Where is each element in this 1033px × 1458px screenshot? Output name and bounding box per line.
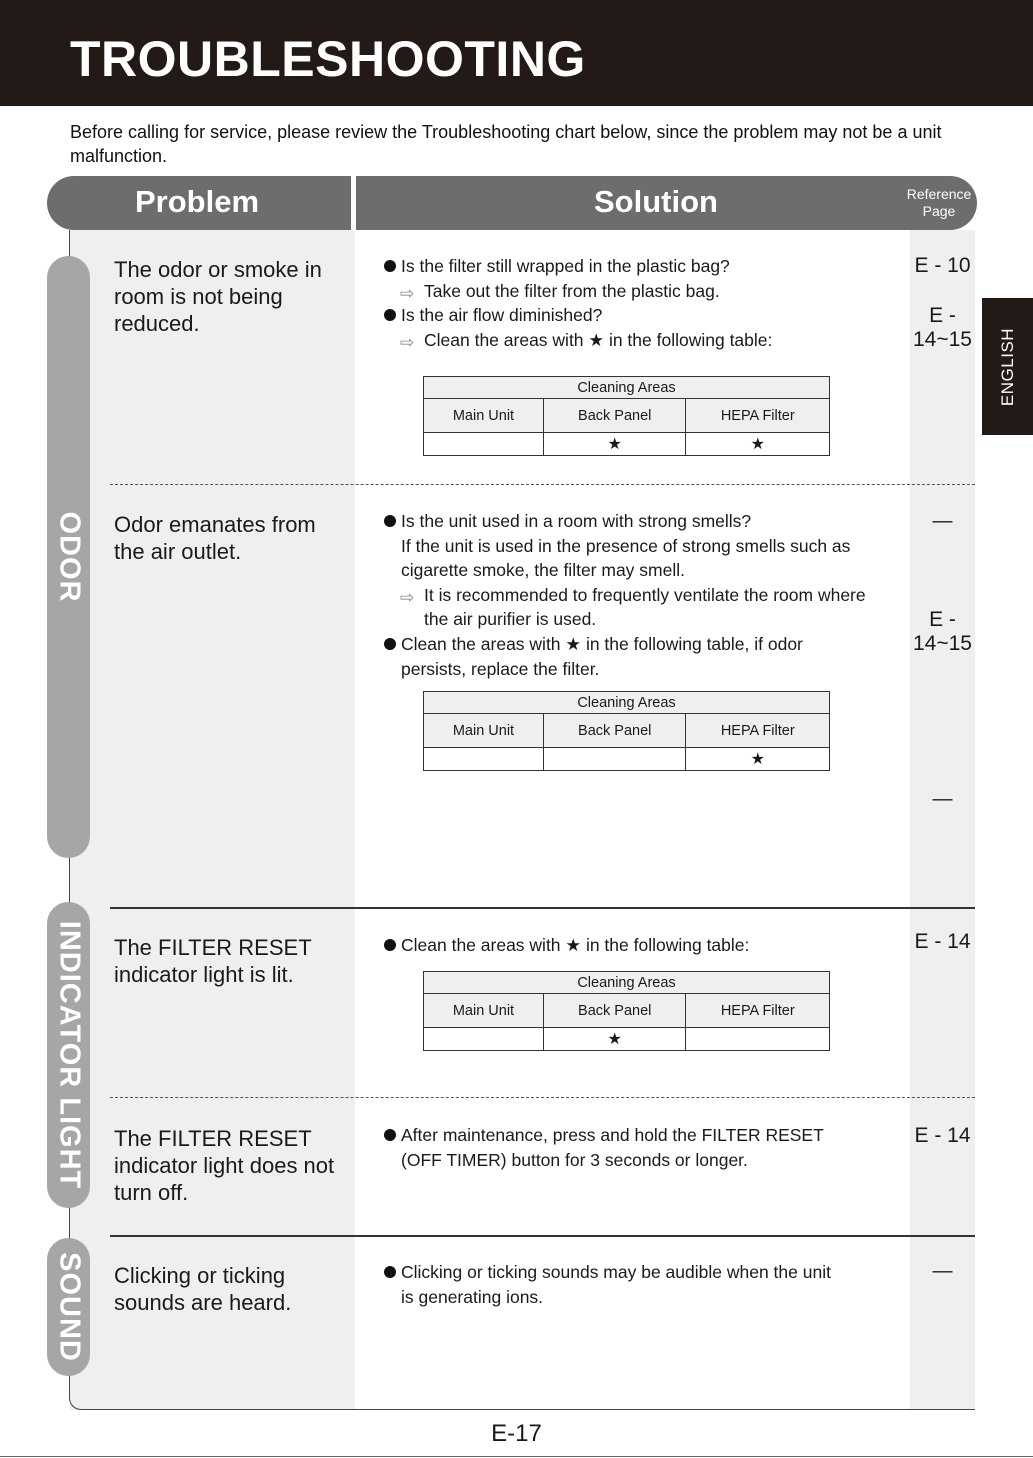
- bullet-icon: [384, 309, 396, 321]
- problem-header-label: Problem: [135, 184, 260, 219]
- problem-text: Clicking or ticking sounds are heard.: [114, 1263, 292, 1315]
- solution-line: is generating ions.: [401, 1286, 544, 1307]
- table-header: Cleaning Areas: [424, 377, 830, 399]
- reference-page: E - 14~15: [913, 608, 972, 655]
- problem-column-bg: [70, 230, 355, 1410]
- solution-line: Is the filter still wrapped in the plastic bag?: [401, 256, 730, 276]
- section-divider: [110, 907, 975, 909]
- arrow-right-icon: ⇨: [400, 283, 415, 303]
- bullet-icon: [384, 939, 396, 951]
- row-divider: [110, 1097, 975, 1098]
- solution-line: Take out the filter from the plastic bag.: [424, 280, 720, 301]
- col-main-unit: Main Unit: [424, 994, 544, 1028]
- col-back-panel: Back Panel: [543, 399, 686, 433]
- star-cell: [686, 1028, 830, 1051]
- reference-page: —: [932, 510, 953, 532]
- table-header: Cleaning Areas: [424, 692, 830, 714]
- solution-line: Clicking or ticking sounds may be audible when the unit: [401, 1262, 831, 1282]
- solution-block: [384, 1123, 894, 1172]
- solution-block: [384, 933, 894, 958]
- reference-header-label: Reference Page: [906, 186, 972, 219]
- solution-block: [384, 254, 894, 352]
- solution-line: Is the unit used in a room with strong smells?: [401, 511, 752, 531]
- star-cell: [543, 748, 686, 771]
- solution-line: Clean the areas with ★ in the following table:: [401, 935, 750, 955]
- category-sound-label: SOUND: [53, 1252, 85, 1362]
- problem-text: The FILTER RESET indicator light is lit.: [114, 935, 312, 987]
- category-odor-label: ODOR: [53, 511, 85, 603]
- language-tab-label: ENGLISH: [997, 327, 1017, 406]
- bullet-icon: [384, 260, 396, 272]
- section-divider: [110, 1235, 975, 1237]
- col-main-unit: Main Unit: [424, 399, 544, 433]
- solution-header-label: Solution: [594, 184, 718, 219]
- row-divider: [110, 484, 975, 485]
- solution-line: Clean the areas with ★ in the following table, if odor: [401, 633, 803, 654]
- reference-page: —: [932, 788, 953, 810]
- solution-line: persists, replace the filter.: [401, 658, 600, 679]
- language-tab: [982, 298, 1033, 435]
- intro-text: Before calling for service, please review the Troubleshooting chart below, since the problem may not be a unit malfunction.: [70, 122, 942, 166]
- category-sound: [47, 1238, 90, 1376]
- cleaning-areas-table: [423, 691, 830, 771]
- category-odor: [47, 256, 90, 858]
- reference-page: E - 14~15: [913, 304, 972, 351]
- problem-text: The FILTER RESET indicator light does not turn off.: [114, 1126, 335, 1205]
- star-cell: [424, 433, 544, 456]
- col-main-unit: Main Unit: [424, 714, 544, 748]
- problem-text: Odor emanates from the air outlet.: [114, 512, 316, 564]
- solution-line: Clean the areas with ★ in the following table:: [424, 329, 773, 350]
- arrow-right-icon: ⇨: [400, 587, 415, 607]
- cleaning-areas-table: [423, 376, 830, 456]
- page-title: TROUBLESHOOTING: [70, 31, 586, 87]
- solution-line: It is recommended to frequently ventilate the room where: [424, 584, 866, 605]
- problem-text: The odor or smoke in room is not being reduced.: [114, 257, 322, 336]
- solution-line: cigarette smoke, the filter may smell.: [401, 560, 685, 581]
- solution-line: Is the air flow diminished?: [401, 305, 603, 326]
- col-back-panel: Back Panel: [543, 994, 686, 1028]
- bullet-icon: [384, 638, 396, 650]
- cleaning-areas-table: [423, 971, 830, 1051]
- solution-block: [384, 509, 894, 681]
- star-cell: ★: [686, 433, 830, 456]
- reference-column-bg: [910, 230, 975, 1410]
- frame-bottom-line: [69, 1398, 975, 1410]
- reference-page: E - 14: [914, 930, 971, 953]
- bullet-icon: [384, 1129, 396, 1141]
- bullet-icon: [384, 1266, 396, 1278]
- reference-page: E - 14: [914, 1124, 971, 1147]
- solution-line: (OFF TIMER) button for 3 seconds or longer.: [401, 1149, 748, 1170]
- category-indicator-label: INDICATOR LIGHT: [53, 920, 85, 1190]
- reference-page: —: [932, 1260, 953, 1282]
- bullet-icon: [384, 515, 396, 527]
- table-header: Cleaning Areas: [424, 972, 830, 994]
- star-cell: [424, 748, 544, 771]
- col-hepa-filter: HEPA Filter: [686, 399, 830, 433]
- solution-line: the air purifier is used.: [424, 609, 597, 630]
- solution-block: [384, 1260, 894, 1309]
- col-back-panel: Back Panel: [543, 714, 686, 748]
- arrow-right-icon: ⇨: [400, 332, 415, 352]
- reference-page: E - 10: [914, 254, 971, 277]
- solution-line: If the unit is used in the presence of strong smells such as: [401, 535, 851, 556]
- solution-line: After maintenance, press and hold the FILTER RESET: [401, 1125, 824, 1145]
- star-cell: ★: [543, 1028, 686, 1051]
- problem-column-header: [47, 176, 351, 230]
- star-cell: ★: [543, 433, 686, 456]
- col-hepa-filter: HEPA Filter: [686, 714, 830, 748]
- page-number: E-17: [491, 1420, 542, 1447]
- solution-column-header: [356, 176, 977, 230]
- star-cell: ★: [686, 748, 830, 771]
- category-indicator-light: [47, 902, 90, 1208]
- star-cell: [424, 1028, 544, 1051]
- bottom-rule: [0, 1456, 1033, 1457]
- col-hepa-filter: HEPA Filter: [686, 994, 830, 1028]
